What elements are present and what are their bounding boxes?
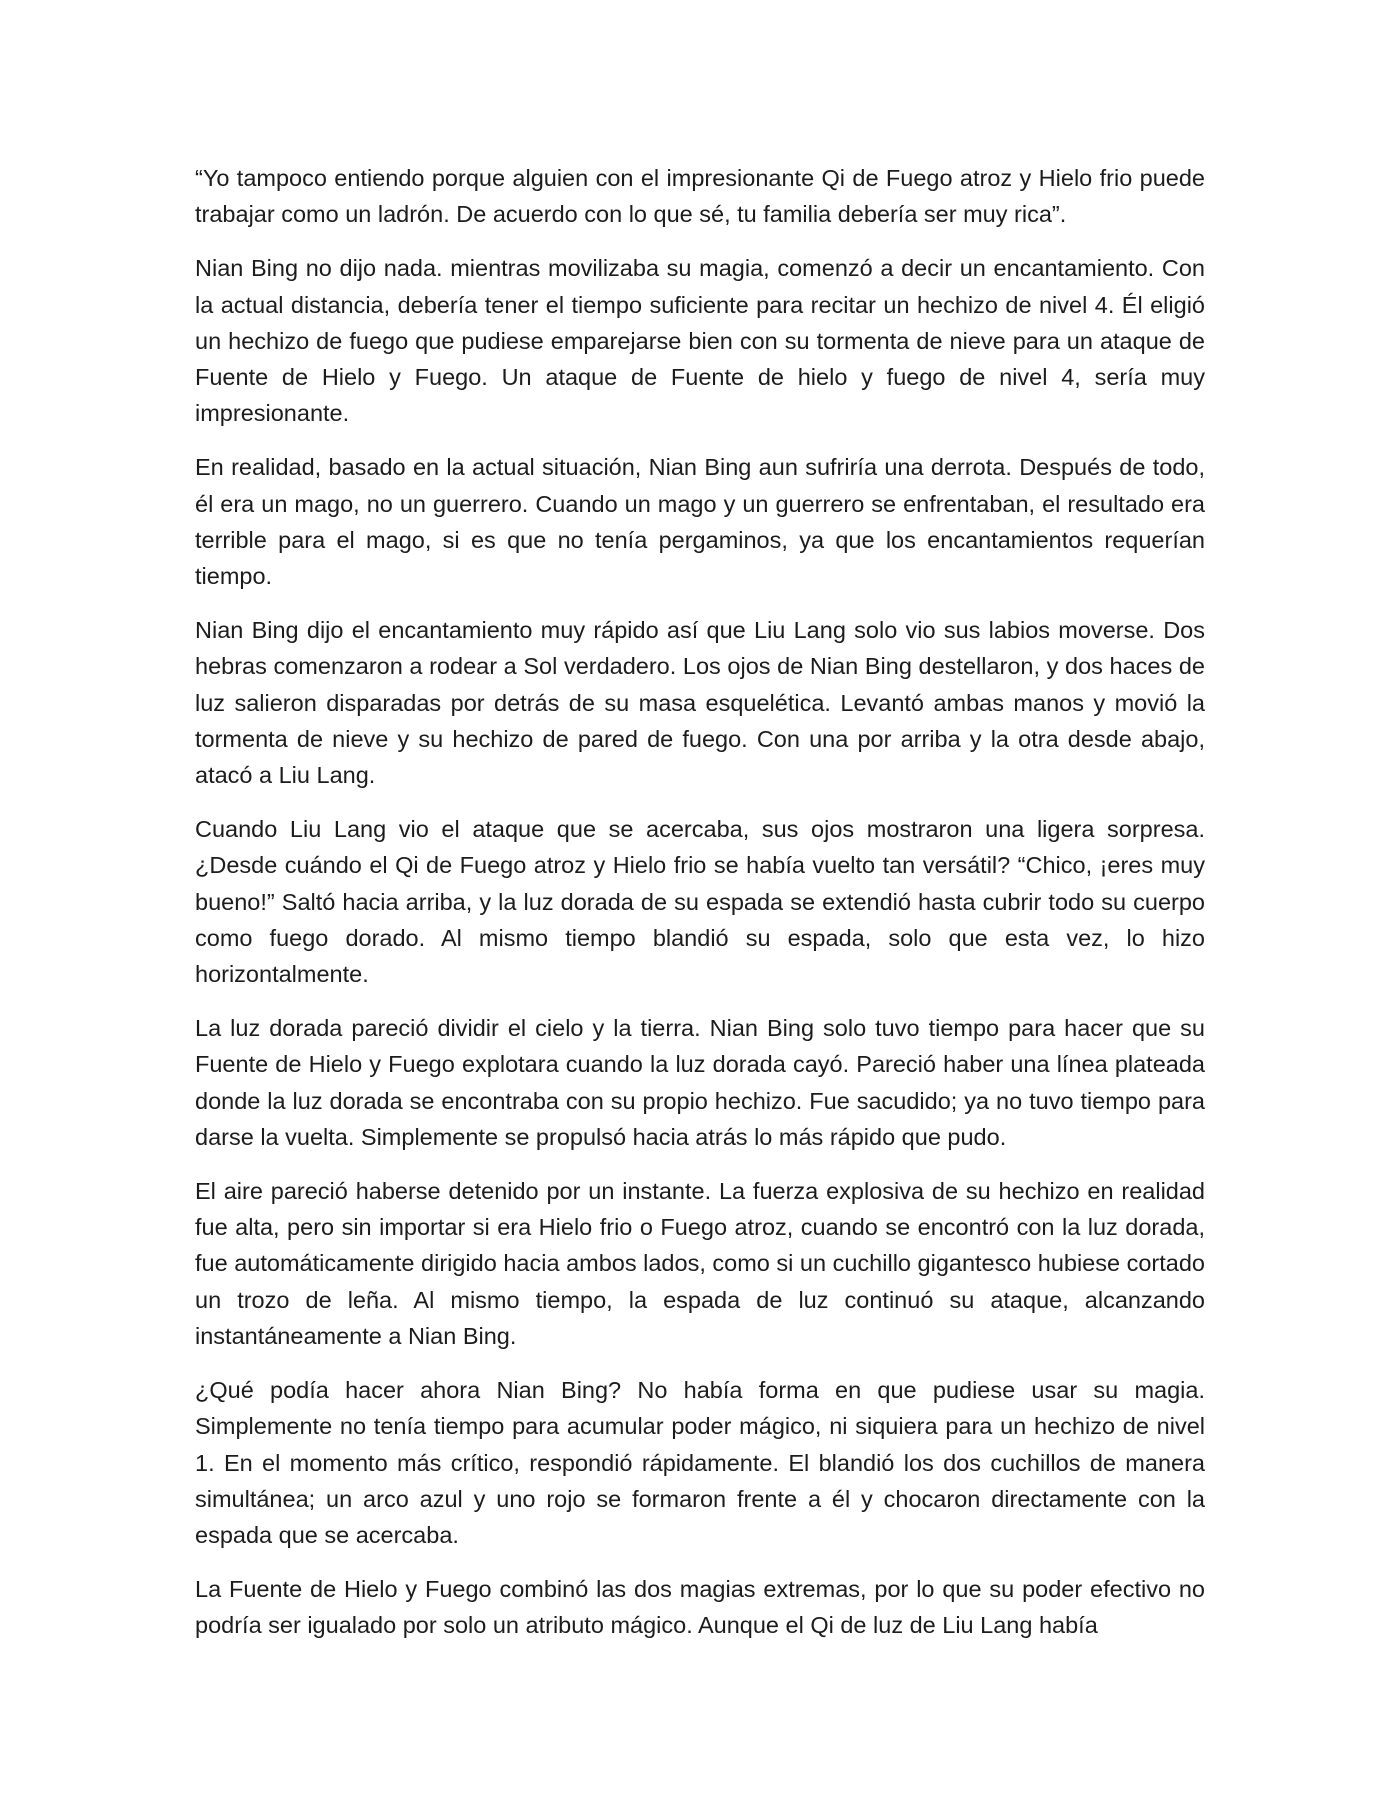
paragraph: “Yo tampoco entiendo porque alguien con el impresionante Qi de Fuego atroz y Hielo frio puede trabajar como un ladrón. De acuerdo con lo que sé, tu familia debería ser muy rica”. — [195, 165, 1205, 228]
paragraph: La luz dorada pareció dividir el cielo y la tierra. Nian Bing solo tuvo tiempo para hacer que su Fuente de Hielo y Fuego explotara cuando la luz dorada cayó. Pareció haber una línea plateada donde la luz dorada se encontraba con su propio hechizo. Fue sacudido; ya no tuvo tiempo para darse la vuelta. Simplemente se propulsó hacia atrás lo más rápido que pudo. — [195, 1015, 1205, 1150]
paragraph: La Fuente de Hielo y Fuego combinó las dos magias extremas, por lo que su poder efectivo no podría ser igualado por solo un atributo mágico. Aunque el Qi de luz de Liu Lang había — [195, 1576, 1205, 1639]
paragraph: Nian Bing dijo el encantamiento muy rápido así que Liu Lang solo vio sus labios moverse. Dos hebras comenzaron a rodear a Sol verdadero. Los ojos de Nian Bing destellaron, y dos haces de luz salieron disparadas por detrás de su masa esquelética. Levantó ambas manos y movió la tormenta de nieve y su hechizo de pared de fuego. Con una por arriba y la otra desde abajo, atacó a Liu Lang. — [195, 617, 1205, 789]
paragraph: Nian Bing no dijo nada. mientras movilizaba su magia, comenzó a decir un encantamiento. Con la actual distancia, debería tener el tiempo suficiente para recitar un hechizo de nivel 4. Él eligió un hechizo de fuego que pudiese emparejarse bien con su tormenta de nieve para un ataque de Fuente de Hielo y Fuego. Un ataque de Fuente de hielo y fuego de nivel 4, sería muy impresionante. — [195, 255, 1205, 427]
document-page — [195, 160, 1205, 1662]
paragraph: Cuando Liu Lang vio el ataque que se acercaba, sus ojos mostraron una ligera sorpresa. ¿Desde cuándo el Qi de Fuego atroz y Hielo frio se había vuelto tan versátil? “Chico, ¡eres muy bueno!” Saltó hacia arriba, y la luz dorada de su espada se extendió hasta cubrir todo su cuerpo como fuego dorado. Al mismo tiempo blandió su espada, solo que esta vez, lo hizo horizontalmente. — [195, 816, 1205, 988]
paragraph: El aire pareció haberse detenido por un instante. La fuerza explosiva de su hechizo en realidad fue alta, pero sin importar si era Hielo frio o Fuego atroz, cuando se encontró con la luz dorada, fue automáticamente dirigido hacia ambos lados, como si un cuchillo gigantesco hubiese cortado un trozo de leña. Al mismo tiempo, la espada de luz continuó su ataque, alcanzando instantáneamente a Nian Bing. — [195, 1178, 1205, 1349]
paragraph: En realidad, basado en la actual situación, Nian Bing aun sufriría una derrota. Después de todo, él era un mago, no un guerrero. Cuando un mago y un guerrero se enfrentaban, el resultado era terrible para el mago, si es que no tenía pergaminos, ya que los encantamientos requerían tiempo. — [195, 454, 1205, 590]
paragraph: ¿Qué podía hacer ahora Nian Bing? No había forma en que pudiese usar su magia. Simplemente no tenía tiempo para acumular poder mágico, ni siquiera para un hechizo de nivel 1. En el momento más crítico, respondió rápidamente. El blandió los dos cuchillos de manera simultánea; un arco azul y uno rojo se formaron frente a él y chocaron directamente con la espada que se acercaba. — [195, 1377, 1205, 1548]
